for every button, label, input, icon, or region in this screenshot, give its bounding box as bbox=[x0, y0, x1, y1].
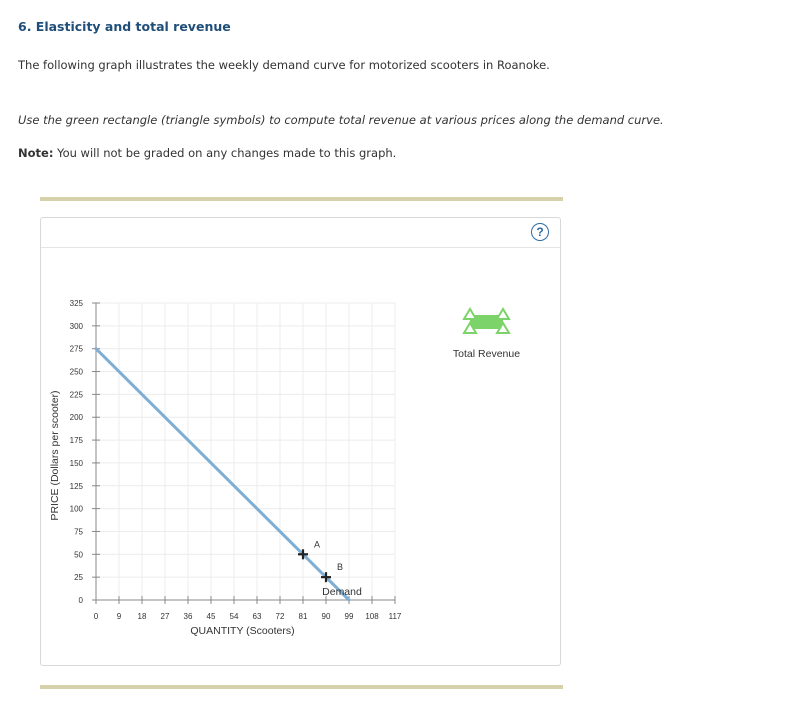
total-revenue-tool[interactable] bbox=[453, 309, 520, 360]
y-tick-label: 225 bbox=[69, 390, 83, 400]
x-axis-title: QUANTITY (Scooters) bbox=[190, 625, 295, 637]
x-tick-label: 36 bbox=[183, 612, 193, 621]
x-tick-label: 99 bbox=[344, 612, 354, 621]
intro-text: The following graph illustrates the weekly demand curve for motorized scooters in Roanoke. bbox=[18, 58, 550, 72]
x-tick-label: 90 bbox=[321, 612, 331, 621]
x-tick-label: 72 bbox=[275, 612, 285, 621]
chart-grid bbox=[96, 303, 395, 600]
x-tick-label: 27 bbox=[160, 612, 170, 621]
y-tick-label: 175 bbox=[69, 436, 83, 446]
point-a[interactable] bbox=[298, 539, 320, 559]
y-tick-label: 75 bbox=[74, 527, 83, 537]
demand-curve-label: Demand bbox=[322, 586, 362, 598]
bottom-divider bbox=[40, 685, 563, 689]
page-title: 6. Elasticity and total revenue bbox=[18, 19, 231, 34]
y-tick-label: 150 bbox=[69, 458, 83, 468]
tool-label: Total Revenue bbox=[452, 348, 521, 360]
chart-points bbox=[298, 539, 343, 582]
y-tick-label: 200 bbox=[69, 413, 83, 423]
note-body: You will not be graded on any changes made to this graph. bbox=[53, 146, 397, 160]
x-tick-label: 54 bbox=[229, 612, 239, 621]
chart-series bbox=[96, 349, 362, 600]
y-tick-label: 125 bbox=[69, 481, 83, 491]
point-b[interactable] bbox=[321, 562, 343, 582]
y-axis-title: PRICE (Dollars per scooter) bbox=[49, 390, 61, 521]
note-label: Note: bbox=[18, 146, 54, 160]
x-tick-label: 45 bbox=[206, 612, 216, 621]
point-label: B bbox=[337, 562, 344, 573]
x-tick-label: 117 bbox=[388, 612, 402, 621]
x-tick-label: 108 bbox=[365, 612, 379, 621]
y-tick-label: 325 bbox=[69, 299, 83, 308]
x-tick-label: 0 bbox=[93, 612, 99, 621]
x-tick-label: 81 bbox=[298, 612, 308, 621]
x-tick-label: 9 bbox=[116, 612, 122, 621]
y-tick-label: 275 bbox=[69, 344, 83, 354]
x-tick-label: 18 bbox=[137, 612, 147, 621]
triangle-handle[interactable] bbox=[464, 309, 476, 319]
y-tick-label: 25 bbox=[74, 573, 83, 583]
y-tick-label: 0 bbox=[78, 596, 83, 605]
point-label: A bbox=[314, 539, 321, 550]
instruction-text: Use the green rectangle (triangle symbols) to compute total revenue at various prices along the demand curve. bbox=[18, 113, 664, 127]
y-tick-label: 300 bbox=[69, 321, 83, 331]
triangle-handle[interactable] bbox=[497, 309, 509, 319]
help-icon[interactable]: ? bbox=[531, 223, 549, 241]
x-tick-label: 63 bbox=[252, 612, 262, 621]
y-tick-label: 50 bbox=[74, 550, 83, 560]
demand-curve bbox=[96, 349, 349, 600]
y-tick-label: 250 bbox=[69, 367, 83, 377]
y-tick-label: 100 bbox=[69, 504, 83, 514]
